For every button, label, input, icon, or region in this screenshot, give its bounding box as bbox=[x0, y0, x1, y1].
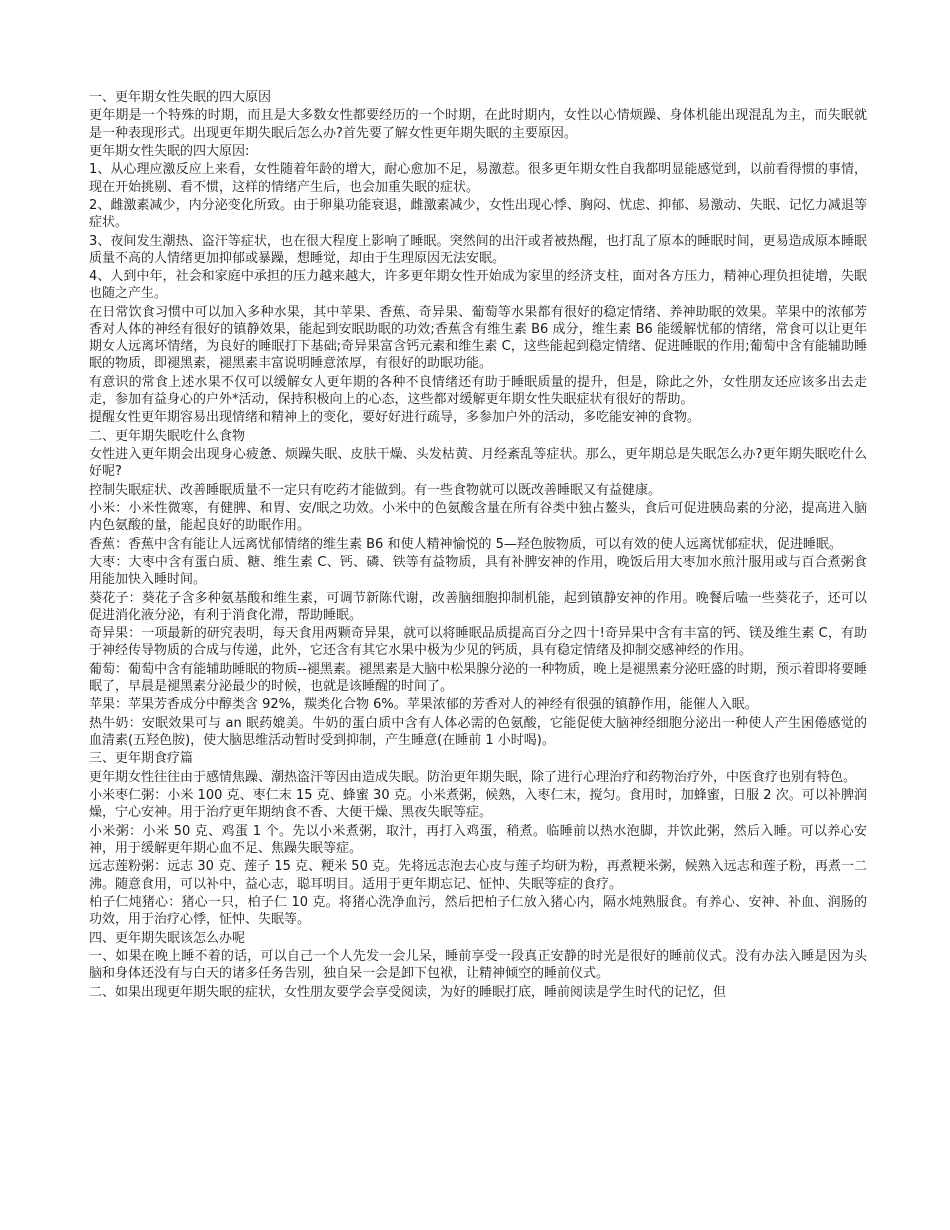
paragraph: 大枣：大枣中含有蛋白质、糖、维生素 C、钙、磷、铁等有益物质，具有补脾安神的作用，晚饭后用大枣加水煎汁服用或与百合煮粥食用能加快入睡时间。 bbox=[89, 555, 867, 588]
paragraph: 奇异果：一项最新的研究表明，每天食用两颗奇异果，就可以将睡眠品质提高百分之四十!奇异果中含有丰富的钙、镁及维生素 C，有助于神经传导物质的合成与传递，此外，它还含有其它水果中极为少见的钙质，具有稳定情绪及抑制交感神经的作用。 bbox=[89, 626, 867, 659]
paragraph: 热牛奶：安眠效果可与 an 眠药媲美。牛奶的蛋白质中含有人体必需的色氨酸，它能促使大脑神经细胞分泌出一种使人产生困倦感觉的血清素(五羟色胺)，使大脑思维活动暂时受到抑制，产生睡意(在睡前 1 小时喝)。 bbox=[89, 715, 867, 749]
paragraph: 有意识的常食上述水果不仅可以缓解女人更年期的各种不良情绪还有助于睡眠质量的提升，但是，除此之外，女性朋友还应该多出去走走，参加有益身心的户外*活动，保持积极向上的心态，这些都对缓解更年期女性失眠症状有很好的帮助。 bbox=[89, 374, 867, 407]
paragraph: 3、夜间发生潮热、盗汗等症状，也在很大程度上影响了睡眠。突然间的出汗或者被热醒，也打乱了原本的睡眠时间，更易造成原本睡眠质量不高的人情绪更加抑郁或暴躁，想睡觉，却由于生理原因无法安眠。 bbox=[89, 233, 867, 266]
paragraph: 葵花子：葵花子含多种氨基酸和维生素，可调节新陈代谢，改善脑细胞抑制机能，起到镇静安神的作用。晚餐后嗑一些葵花子，还可以促进消化液分泌，有利于消食化滞，帮助睡眠。 bbox=[89, 590, 867, 623]
paragraph: 控制失眠症状、改善睡眠质量不一定只有吃药才能做到。有一些食物就可以既改善睡眠又有益健康。 bbox=[89, 482, 662, 498]
paragraph: 苹果：苹果芳香成分中醇类含 92%，羰类化合物 6%。苹果浓郁的芳香对人的神经有很强的镇静作用，能催人入眠。 bbox=[89, 697, 758, 713]
paragraph: 提醒女性更年期容易出现情绪和精神上的变化，要好好进行疏导，多参加户外的活动，多吃能安神的食物。 bbox=[89, 410, 701, 426]
paragraph: 柏子仁炖猪心：猪心一只，柏子仁 10 克。将猪心洗净血污，然后把柏子仁放入猪心内，隔水炖熟服食。有养心、安神、补血、润肠的功效，用于治疗心悸，怔忡、失眠等。 bbox=[89, 895, 867, 928]
paragraph: 二、如果出现更年期失眠的症状，女性朋友要学会享受阅读，为好的睡眠打底，睡前阅读是学生时代的记忆，但 bbox=[89, 984, 727, 1000]
paragraph: 在日常饮食习惯中可以加入多种水果，其中苹果、香蕉、奇异果、葡萄等水果都有很好的稳定情绪、养神助眠的效果。苹果中的浓郁芳香对人体的神经有很好的镇静效果，能起到安眠助眠的功效;香蕉含有维生素 B6 成分，维生素 B6 能缓解忧郁的情绪，常食可以让更年期女人远离坏情绪，为良好的睡眠打下基础;奇异果富含钙元素和维生素 C，这些能起到稳定情绪、促进睡眠的作用;葡萄中含有能辅助睡眠的物质，即褪黑素，褪黑素丰富说明睡意浓厚，有很好的助眠功能。 bbox=[89, 304, 867, 372]
paragraph: 更年期是一个特殊的时期，而且是大多数女性都要经历的一个时期，在此时期内，女性以心情烦躁、身体机能出现混乱为主，而失眠就是一种表现形式。出现更年期失眠后怎么办?首先要了解女性更年期失眠的主要原因。 bbox=[89, 108, 867, 141]
paragraph: 女性进入更年期会出现身心疲惫、烦躁失眠、皮肤干燥、头发枯黄、月经紊乱等症状。那么，更年期总是失眠怎么办?更年期失眠吃什么好呢? bbox=[89, 447, 867, 480]
document-body bbox=[89, 89, 867, 1002]
paragraph: 小米枣仁粥：小米 100 克、枣仁末 15 克、蜂蜜 30 克。小米煮粥，候熟，入枣仁末，搅匀。食用时，加蜂蜜，日服 2 次。可以补脾润燥，宁心安神。用于治疗更年期纳食不香、大便干燥、黑夜失眠等症。 bbox=[89, 788, 867, 821]
paragraph: 远志莲粉粥：远志 30 克、莲子 15 克、粳米 50 克。先将远志泡去心皮与莲子均研为粉，再煮粳米粥，候熟入远志和莲子粉，再煮一二沸。随意食用，可以补中，益心志，聪耳明目。适用于更年期忘记、怔忡、失眠等症的食疗。 bbox=[89, 859, 867, 892]
paragraph: 更年期女性失眠的四大原因: bbox=[89, 143, 250, 159]
paragraph: 香蕉：香蕉中含有能让人远离忧郁情绪的维生素 B6 和使人精神愉悦的 5—羟色胺物质，可以有效的使人远离忧郁症状，促进睡眠。 bbox=[89, 536, 842, 552]
paragraph: 更年期女性往往由于感情焦躁、潮热盗汗等因由造成失眠。防治更年期失眠，除了进行心理治疗和药物治疗外，中医食疗也别有特色。 bbox=[89, 769, 857, 785]
paragraph: 一、如果在晚上睡不着的话，可以自己一个人先发一会儿呆，睡前享受一段真正安静的时光是很好的睡前仪式。没有办法入睡是因为头脑和身体还没有与白天的诸多任务告别，独自呆一会是卸下包袱，让精神倾空的睡前仪式。 bbox=[89, 949, 867, 982]
paragraph: 小米：小米性微寒，有健脾、和胃、安/眠之功效。小米中的色氨酸含量在所有谷类中独占鳌头，食后可促进胰岛素的分泌，提高进入脑内色氨酸的量，能起良好的助眠作用。 bbox=[89, 501, 867, 534]
paragraph: 1、从心理应激反应上来看，女性随着年龄的增大，耐心愈加不足，易激惹。很多更年期女性自我都明显能感觉到，以前看得惯的事情，现在开始挑剔、看不惯，这样的情绪产生后，也会加重失眠的症状。 bbox=[89, 162, 867, 195]
section-heading: 二、更年期失眠吃什么食物 bbox=[89, 428, 246, 444]
paragraph: 小米粥：小米 50 克、鸡蛋 1 个。先以小米煮粥，取汁，再打入鸡蛋，稍煮。临睡前以热水泡脚，并饮此粥，然后入睡。可以养心安神，用于缓解更年期心血不足、焦躁失眠等症。 bbox=[89, 823, 867, 857]
section-heading: 三、更年期食疗篇 bbox=[89, 751, 194, 767]
section-heading: 一、更年期女性失眠的四大原因 bbox=[89, 90, 272, 105]
paragraph: 4、人到中年，社会和家庭中承担的压力越来越大，许多更年期女性开始成为家里的经济支柱，面对各方压力，精神心理负担徒增，失眠也随之产生。 bbox=[89, 269, 867, 302]
paragraph: 葡萄：葡萄中含有能辅助睡眠的物质--褪黑素。褪黑素是大脑中松果腺分泌的一种物质，晚上是褪黑素分泌旺盛的时期，预示着即将要睡眠了，早晨是褪黑素分泌最少的时候，也就是该睡醒的时间了。 bbox=[89, 661, 867, 695]
section-heading: 四、更年期失眠该怎么办呢 bbox=[89, 930, 246, 946]
paragraph: 2、雌激素减少，内分泌变化所致。由于卵巢功能衰退，雌激素减少，女性出现心悸、胸闷、忧虑、抑郁、易激动、失眠、记忆力减退等症状。 bbox=[89, 197, 867, 231]
